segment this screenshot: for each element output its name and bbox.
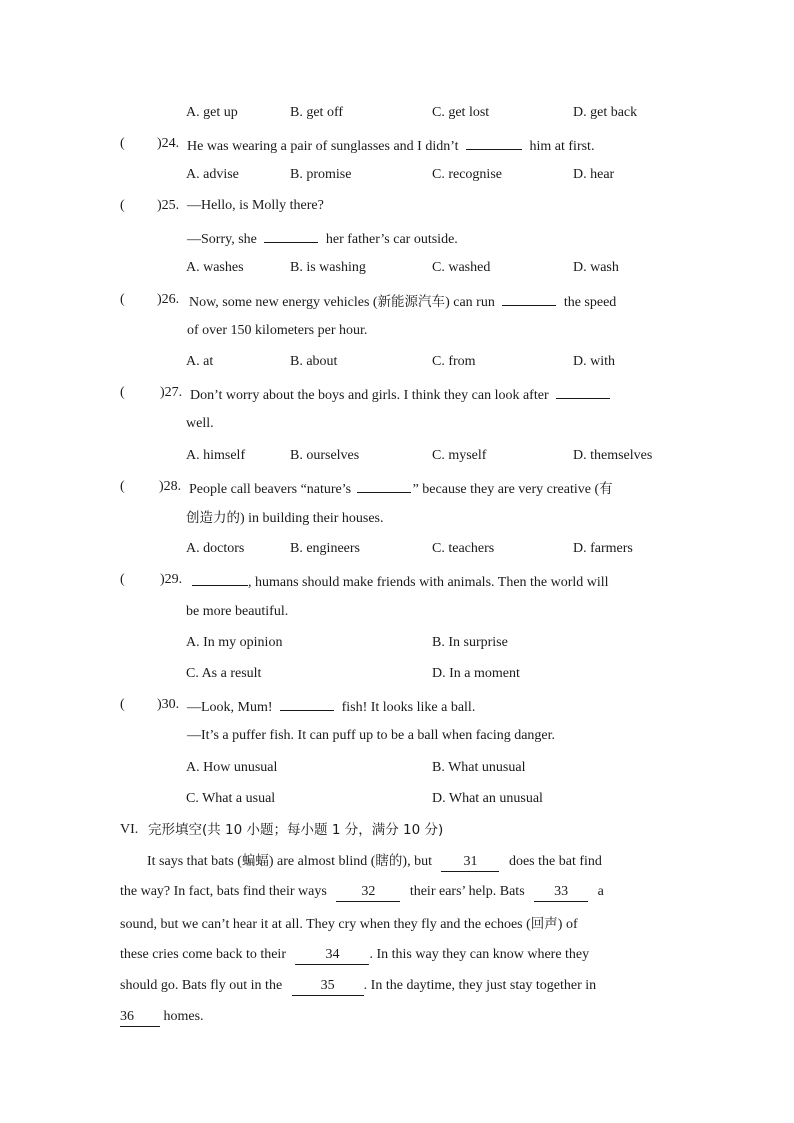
q25-line2-after: her father’s car outside. [325, 232, 458, 247]
q27-line2-text: well. [186, 416, 214, 431]
q30-line2-text: —It’s a puffer fish. It can puff up to be a ball when facing danger. [187, 728, 556, 743]
q25-option-c: C. washed [432, 260, 491, 275]
answer-paren[interactable]: ( [120, 697, 125, 712]
q28-blank[interactable] [357, 478, 411, 493]
q29-blank[interactable] [192, 571, 248, 586]
q28-text-before: People call beavers “nature’s [189, 482, 352, 497]
q26-blank[interactable] [502, 291, 556, 306]
q29-text-after: , humans should make friends with animals. Then the world will [248, 575, 609, 590]
cloze-blank-34[interactable]: 34 [295, 946, 369, 965]
passage-text: It says that bats ( [147, 854, 242, 869]
passage-text: homes. [163, 1009, 204, 1024]
q29-option-a: A. In my opinion [186, 635, 283, 650]
q23-option-b: B. get off [290, 105, 344, 120]
q25-number: )25. [157, 198, 180, 213]
section-roman: VI. [120, 822, 139, 837]
q26-line2-text: of over 150 kilometers per hour. [187, 323, 368, 338]
passage-text: their ears’ help. Bats [409, 884, 525, 899]
q28-option-d: D. farmers [573, 541, 633, 556]
q24-blank[interactable] [466, 135, 522, 150]
passage-text: ) are almost blind ( [268, 854, 376, 869]
q26-option-c: C. from [432, 354, 476, 369]
q29-number: )29. [160, 572, 183, 587]
q30-number: )30. [157, 697, 180, 712]
passage-text: a [597, 884, 604, 899]
q26-option-b: B. about [290, 354, 338, 369]
passage-text-cn: 蝙蝠 [241, 853, 269, 869]
q26-text-before: Now, some new energy vehicles ( [189, 295, 378, 310]
cloze-blank-32[interactable]: 32 [336, 883, 400, 902]
passage-text: sound, but we can’t hear it at all. They cry when they fly and the echoes ( [120, 917, 531, 932]
q25-text: —Hello, is Molly there? [187, 198, 324, 213]
q28-text-cn-end: 有 [599, 481, 613, 497]
passage-text: the way? In fact, bats find their ways [120, 884, 327, 899]
q27-option-a: A. himself [186, 448, 246, 463]
q30-option-a: A. How unusual [186, 760, 278, 775]
q30-option-c: C. What a usual [186, 791, 276, 806]
q25-option-b: B. is washing [290, 260, 366, 275]
q28-option-b: B. engineers [290, 541, 360, 556]
q26-number: )26. [157, 292, 180, 307]
q27-text-before: Don’t worry about the boys and girls. I think they can look after [190, 388, 549, 403]
passage-text: ), but [402, 854, 432, 869]
q24-number: )24. [157, 136, 180, 151]
cloze-blank-36[interactable]: 36 [120, 1008, 160, 1027]
passage-text: does the bat find [508, 854, 602, 869]
q25-line2-before: —Sorry, she [187, 232, 257, 247]
q29-line2-text: be more beautiful. [186, 604, 289, 619]
q25-blank[interactable] [264, 228, 318, 243]
cloze-blank-31[interactable]: 31 [441, 853, 499, 872]
q24-text-before: He was wearing a pair of sunglasses and I didn’t [187, 139, 459, 154]
q27-option-c: C. myself [432, 448, 487, 463]
cloze-blank-35[interactable]: 35 [292, 977, 364, 996]
q26-text-mid: ) can run [445, 295, 495, 310]
q26-option-a: A. at [186, 354, 214, 369]
q28-line2-cn: 创造力的 [186, 510, 240, 526]
q30-blank[interactable] [280, 696, 334, 711]
q27-blank[interactable] [556, 384, 610, 399]
q27-number: )27. [160, 385, 183, 400]
q25-option-a: A. washes [186, 260, 244, 275]
q30-option-b: B. What unusual [432, 760, 526, 775]
q23-option-a: A. get up [186, 105, 238, 120]
answer-paren[interactable]: ( [120, 385, 125, 400]
q29-option-b: B. In surprise [432, 635, 508, 650]
q29-option-d: D. In a moment [432, 666, 520, 681]
cloze-blank-33[interactable]: 33 [534, 883, 588, 902]
answer-paren[interactable]: ( [120, 572, 125, 587]
q24-option-c: C. recognise [432, 167, 502, 182]
q26-text-cn: 新能源汽车 [377, 294, 446, 310]
answer-paren[interactable]: ( [120, 479, 125, 494]
answer-paren[interactable]: ( [120, 136, 125, 151]
passage-text: . In this way they can know where they [369, 947, 590, 962]
q30-text-before: —Look, Mum! [187, 700, 273, 715]
passage-text-cn: 回声 [530, 916, 558, 932]
q27-option-d: D. themselves [573, 448, 653, 463]
q30-text-after: fish! It looks like a ball. [341, 700, 476, 715]
q25-option-d: D. wash [573, 260, 619, 275]
passage-text: these cries come back to their [120, 947, 286, 962]
q28-text-after: ” because they are very creative ( [412, 482, 600, 497]
q23-option-d: D. get back [573, 105, 638, 120]
q28-line2-after: ) in building their houses. [240, 511, 384, 526]
answer-paren[interactable]: ( [120, 198, 125, 213]
q26-option-d: D. with [573, 354, 615, 369]
q24-option-d: D. hear [573, 167, 615, 182]
passage-text: should go. Bats fly out in the [120, 978, 283, 993]
q28-number: )28. [159, 479, 182, 494]
q24-option-b: B. promise [290, 167, 352, 182]
q30-option-d: D. What an unusual [432, 791, 543, 806]
q24-option-a: A. advise [186, 167, 239, 182]
q23-option-c: C. get lost [432, 105, 490, 120]
passage-text: . In the daytime, they just stay together in [363, 978, 597, 993]
q26-text-after: the speed [563, 295, 617, 310]
answer-paren[interactable]: ( [120, 292, 125, 307]
passage-text-cn: 瞎的 [375, 853, 403, 869]
q28-option-c: C. teachers [432, 541, 495, 556]
passage-text: ) of [557, 917, 578, 932]
q24-text-after: him at first. [529, 139, 595, 154]
q29-option-c: C. As a result [186, 666, 262, 681]
q28-option-a: A. doctors [186, 541, 245, 556]
section-title-text: 完形填空(共 10 小题；每小题 1 分，满分 10 分) [148, 822, 444, 838]
q27-option-b: B. ourselves [290, 448, 360, 463]
